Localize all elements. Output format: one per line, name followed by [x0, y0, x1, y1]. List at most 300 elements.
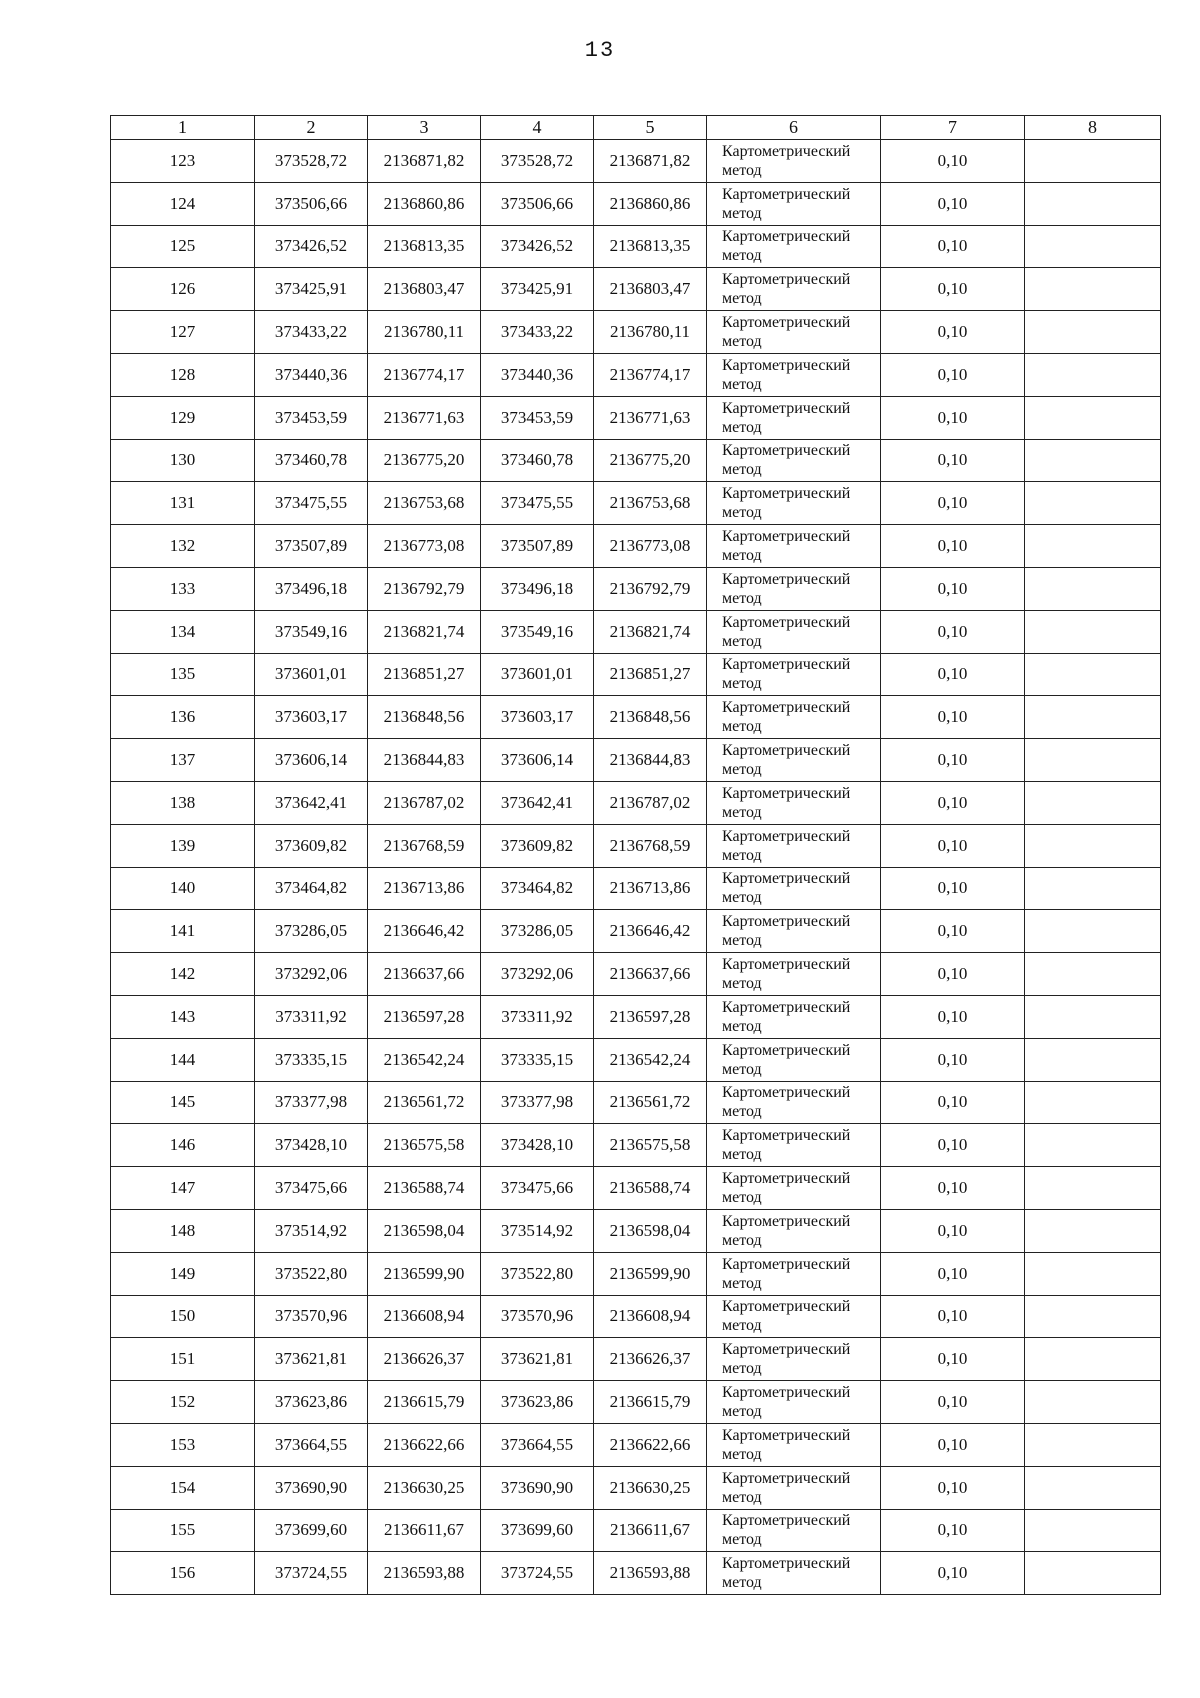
y-coordinate-cell: 2136597,28 [594, 995, 707, 1038]
accuracy-cell: 0,10 [881, 1552, 1025, 1595]
table-row [111, 1509, 1161, 1552]
x-coordinate-cell: 373514,92 [481, 1209, 594, 1252]
method-label-line1: Картометрический [722, 613, 851, 631]
method-label-line2: метод [722, 761, 762, 779]
method-label-line2: метод [722, 290, 762, 308]
x-coordinate-cell: 373507,89 [255, 525, 368, 568]
y-coordinate-cell: 2136803,47 [368, 268, 481, 311]
x-coordinate-cell: 373475,55 [481, 482, 594, 525]
x-coordinate-cell: 373609,82 [481, 824, 594, 867]
point-number-cell: 144 [111, 1038, 255, 1081]
method-label-line2: метод [722, 547, 762, 565]
note-cell [1025, 1423, 1161, 1466]
y-coordinate-cell: 2136597,28 [368, 995, 481, 1038]
method-label-line1: Картометрический [722, 1170, 851, 1188]
x-coordinate-cell: 373475,55 [255, 482, 368, 525]
y-coordinate-cell: 2136542,24 [594, 1038, 707, 1081]
accuracy-cell: 0,10 [881, 910, 1025, 953]
table-row [111, 696, 1161, 739]
y-coordinate-cell: 2136713,86 [594, 867, 707, 910]
y-coordinate-cell: 2136753,68 [594, 482, 707, 525]
y-coordinate-cell: 2136713,86 [368, 867, 481, 910]
y-coordinate-cell: 2136774,17 [594, 353, 707, 396]
note-cell [1025, 653, 1161, 696]
table-row [111, 225, 1161, 268]
method-cell [707, 696, 881, 739]
y-coordinate-cell: 2136813,35 [368, 225, 481, 268]
method-label-line2: метод [722, 1445, 762, 1463]
point-number-cell: 126 [111, 268, 255, 311]
x-coordinate-cell: 373433,22 [255, 311, 368, 354]
method-label-line1: Картометрический [722, 827, 851, 845]
table-row [111, 1552, 1161, 1595]
table-row [111, 1466, 1161, 1509]
y-coordinate-cell: 2136575,58 [368, 1124, 481, 1167]
y-coordinate-cell: 2136599,90 [368, 1252, 481, 1295]
x-coordinate-cell: 373292,06 [481, 953, 594, 996]
method-label-line2: метод [722, 803, 762, 821]
note-cell [1025, 1124, 1161, 1167]
accuracy-cell: 0,10 [881, 781, 1025, 824]
x-coordinate-cell: 373292,06 [255, 953, 368, 996]
accuracy-cell: 0,10 [881, 140, 1025, 183]
method-label-line1: Картометрический [722, 142, 851, 160]
x-coordinate-cell: 373496,18 [481, 567, 594, 610]
note-cell [1025, 439, 1161, 482]
accuracy-cell: 0,10 [881, 1466, 1025, 1509]
x-coordinate-cell: 373464,82 [255, 867, 368, 910]
y-coordinate-cell: 2136615,79 [368, 1381, 481, 1424]
table-body [111, 140, 1161, 1595]
point-number-cell: 147 [111, 1167, 255, 1210]
method-label-line2: метод [722, 1060, 762, 1078]
method-cell [707, 653, 881, 696]
x-coordinate-cell: 373621,81 [481, 1338, 594, 1381]
method-cell [707, 439, 881, 482]
y-coordinate-cell: 2136753,68 [368, 482, 481, 525]
table-row [111, 867, 1161, 910]
point-number-cell: 146 [111, 1124, 255, 1167]
table-row [111, 739, 1161, 782]
method-cell [707, 739, 881, 782]
x-coordinate-cell: 373601,01 [255, 653, 368, 696]
y-coordinate-cell: 2136637,66 [368, 953, 481, 996]
y-coordinate-cell: 2136787,02 [594, 781, 707, 824]
x-coordinate-cell: 373311,92 [255, 995, 368, 1038]
table-row [111, 525, 1161, 568]
y-coordinate-cell: 2136598,04 [594, 1209, 707, 1252]
method-label-line1: Картометрический [722, 442, 851, 460]
method-cell [707, 225, 881, 268]
x-coordinate-cell: 373549,16 [481, 610, 594, 653]
x-coordinate-cell: 373664,55 [481, 1423, 594, 1466]
point-number-cell: 137 [111, 739, 255, 782]
x-coordinate-cell: 373570,96 [481, 1295, 594, 1338]
y-coordinate-cell: 2136622,66 [594, 1423, 707, 1466]
method-cell [707, 311, 881, 354]
note-cell [1025, 1038, 1161, 1081]
x-coordinate-cell: 373603,17 [255, 696, 368, 739]
note-cell [1025, 482, 1161, 525]
accuracy-cell: 0,10 [881, 311, 1025, 354]
y-coordinate-cell: 2136821,74 [368, 610, 481, 653]
y-coordinate-cell: 2136646,42 [594, 910, 707, 953]
y-coordinate-cell: 2136626,37 [368, 1338, 481, 1381]
point-number-cell: 134 [111, 610, 255, 653]
point-number-cell: 130 [111, 439, 255, 482]
note-cell [1025, 739, 1161, 782]
y-coordinate-cell: 2136871,82 [594, 140, 707, 183]
point-number-cell: 140 [111, 867, 255, 910]
x-coordinate-cell: 373496,18 [255, 567, 368, 610]
method-label-line2: метод [722, 333, 762, 351]
accuracy-cell: 0,10 [881, 1081, 1025, 1124]
table-row [111, 910, 1161, 953]
note-cell [1025, 567, 1161, 610]
x-coordinate-cell: 373425,91 [481, 268, 594, 311]
y-coordinate-cell: 2136611,67 [368, 1509, 481, 1552]
method-cell [707, 1295, 881, 1338]
point-number-cell: 153 [111, 1423, 255, 1466]
y-coordinate-cell: 2136860,86 [594, 182, 707, 225]
y-coordinate-cell: 2136588,74 [594, 1167, 707, 1210]
coordinates-table [110, 115, 1161, 1595]
accuracy-cell: 0,10 [881, 1423, 1025, 1466]
note-cell [1025, 953, 1161, 996]
method-label-line1: Картометрический [722, 528, 851, 546]
point-number-cell: 149 [111, 1252, 255, 1295]
table-row [111, 268, 1161, 311]
method-cell [707, 1552, 881, 1595]
y-coordinate-cell: 2136575,58 [594, 1124, 707, 1167]
method-cell [707, 482, 881, 525]
table-row [111, 824, 1161, 867]
method-label-line1: Картометрический [722, 1255, 851, 1273]
y-coordinate-cell: 2136542,24 [368, 1038, 481, 1081]
accuracy-cell: 0,10 [881, 482, 1025, 525]
point-number-cell: 154 [111, 1466, 255, 1509]
x-coordinate-cell: 373377,98 [255, 1081, 368, 1124]
point-number-cell: 128 [111, 353, 255, 396]
accuracy-cell: 0,10 [881, 610, 1025, 653]
point-number-cell: 148 [111, 1209, 255, 1252]
method-label-line2: метод [722, 1274, 762, 1292]
accuracy-cell: 0,10 [881, 1381, 1025, 1424]
note-cell [1025, 824, 1161, 867]
x-coordinate-cell: 373601,01 [481, 653, 594, 696]
column-header: 5 [594, 116, 707, 140]
method-label-line1: Картометрический [722, 271, 851, 289]
note-cell [1025, 140, 1161, 183]
point-number-cell: 152 [111, 1381, 255, 1424]
method-label-line1: Картометрический [722, 1041, 851, 1059]
y-coordinate-cell: 2136561,72 [594, 1081, 707, 1124]
x-coordinate-cell: 373433,22 [481, 311, 594, 354]
column-header: 1 [111, 116, 255, 140]
point-number-cell: 127 [111, 311, 255, 354]
y-coordinate-cell: 2136848,56 [594, 696, 707, 739]
method-cell [707, 1167, 881, 1210]
table-row [111, 567, 1161, 610]
accuracy-cell: 0,10 [881, 653, 1025, 696]
page-number: 13 [584, 38, 616, 63]
note-cell [1025, 995, 1161, 1038]
accuracy-cell: 0,10 [881, 867, 1025, 910]
method-label-line2: метод [722, 718, 762, 736]
table-row [111, 140, 1161, 183]
table-row [111, 610, 1161, 653]
y-coordinate-cell: 2136844,83 [594, 739, 707, 782]
note-cell [1025, 1466, 1161, 1509]
method-label-line2: метод [722, 632, 762, 650]
y-coordinate-cell: 2136768,59 [368, 824, 481, 867]
method-label-line1: Картометрический [722, 998, 851, 1016]
x-coordinate-cell: 373377,98 [481, 1081, 594, 1124]
accuracy-cell: 0,10 [881, 225, 1025, 268]
x-coordinate-cell: 373642,41 [255, 781, 368, 824]
table-row [111, 1124, 1161, 1167]
method-label-line1: Картометрический [722, 185, 851, 203]
table-row [111, 953, 1161, 996]
column-header: 2 [255, 116, 368, 140]
point-number-cell: 142 [111, 953, 255, 996]
method-cell [707, 910, 881, 953]
y-coordinate-cell: 2136792,79 [594, 567, 707, 610]
table-row [111, 396, 1161, 439]
y-coordinate-cell: 2136630,25 [368, 1466, 481, 1509]
table-row [111, 1295, 1161, 1338]
table-row [111, 1038, 1161, 1081]
method-label-line2: метод [722, 589, 762, 607]
accuracy-cell: 0,10 [881, 1338, 1025, 1381]
method-label-line2: метод [722, 204, 762, 222]
x-coordinate-cell: 373549,16 [255, 610, 368, 653]
table-header [111, 116, 1161, 140]
accuracy-cell: 0,10 [881, 995, 1025, 1038]
y-coordinate-cell: 2136780,11 [368, 311, 481, 354]
point-number-cell: 139 [111, 824, 255, 867]
note-cell [1025, 182, 1161, 225]
x-coordinate-cell: 373507,89 [481, 525, 594, 568]
y-coordinate-cell: 2136775,20 [368, 439, 481, 482]
x-coordinate-cell: 373623,86 [481, 1381, 594, 1424]
x-coordinate-cell: 373335,15 [481, 1038, 594, 1081]
column-header: 7 [881, 116, 1025, 140]
note-cell [1025, 1338, 1161, 1381]
method-cell [707, 396, 881, 439]
point-number-cell: 124 [111, 182, 255, 225]
method-label-line2: метод [722, 247, 762, 265]
table-row [111, 1338, 1161, 1381]
x-coordinate-cell: 373642,41 [481, 781, 594, 824]
y-coordinate-cell: 2136637,66 [594, 953, 707, 996]
method-label-line1: Картометрический [722, 1426, 851, 1444]
note-cell [1025, 1509, 1161, 1552]
method-label-line1: Картометрический [722, 1469, 851, 1487]
x-coordinate-cell: 373699,60 [481, 1509, 594, 1552]
x-coordinate-cell: 373475,66 [255, 1167, 368, 1210]
point-number-cell: 143 [111, 995, 255, 1038]
y-coordinate-cell: 2136821,74 [594, 610, 707, 653]
accuracy-cell: 0,10 [881, 353, 1025, 396]
table-row [111, 1209, 1161, 1252]
method-cell [707, 1124, 881, 1167]
table-row [111, 1381, 1161, 1424]
x-coordinate-cell: 373623,86 [255, 1381, 368, 1424]
x-coordinate-cell: 373528,72 [481, 140, 594, 183]
x-coordinate-cell: 373603,17 [481, 696, 594, 739]
method-cell [707, 268, 881, 311]
method-cell [707, 995, 881, 1038]
accuracy-cell: 0,10 [881, 1209, 1025, 1252]
method-label-line1: Картометрический [722, 1298, 851, 1316]
method-label-line2: метод [722, 1317, 762, 1335]
method-label-line2: метод [722, 889, 762, 907]
x-coordinate-cell: 373514,92 [255, 1209, 368, 1252]
method-cell [707, 353, 881, 396]
note-cell [1025, 353, 1161, 396]
y-coordinate-cell: 2136803,47 [594, 268, 707, 311]
point-number-cell: 129 [111, 396, 255, 439]
x-coordinate-cell: 373426,52 [481, 225, 594, 268]
table-row [111, 482, 1161, 525]
x-coordinate-cell: 373460,78 [481, 439, 594, 482]
x-coordinate-cell: 373621,81 [255, 1338, 368, 1381]
x-coordinate-cell: 373609,82 [255, 824, 368, 867]
method-cell [707, 1338, 881, 1381]
method-cell [707, 567, 881, 610]
point-number-cell: 132 [111, 525, 255, 568]
table-row [111, 1252, 1161, 1295]
x-coordinate-cell: 373522,80 [255, 1252, 368, 1295]
y-coordinate-cell: 2136792,79 [368, 567, 481, 610]
method-label-line1: Картометрический [722, 314, 851, 332]
x-coordinate-cell: 373311,92 [481, 995, 594, 1038]
note-cell [1025, 1381, 1161, 1424]
note-cell [1025, 1252, 1161, 1295]
x-coordinate-cell: 373724,55 [255, 1552, 368, 1595]
accuracy-cell: 0,10 [881, 739, 1025, 782]
x-coordinate-cell: 373528,72 [255, 140, 368, 183]
y-coordinate-cell: 2136615,79 [594, 1381, 707, 1424]
method-label-line2: метод [722, 846, 762, 864]
x-coordinate-cell: 373522,80 [481, 1252, 594, 1295]
point-number-cell: 136 [111, 696, 255, 739]
note-cell [1025, 525, 1161, 568]
method-label-line2: метод [722, 1360, 762, 1378]
method-label-line1: Картометрический [722, 356, 851, 374]
y-coordinate-cell: 2136626,37 [594, 1338, 707, 1381]
method-cell [707, 1423, 881, 1466]
y-coordinate-cell: 2136775,20 [594, 439, 707, 482]
method-cell [707, 610, 881, 653]
y-coordinate-cell: 2136608,94 [594, 1295, 707, 1338]
note-cell [1025, 1295, 1161, 1338]
x-coordinate-cell: 373426,52 [255, 225, 368, 268]
method-cell [707, 182, 881, 225]
y-coordinate-cell: 2136588,74 [368, 1167, 481, 1210]
y-coordinate-cell: 2136844,83 [368, 739, 481, 782]
point-number-cell: 125 [111, 225, 255, 268]
method-label-line1: Картометрический [722, 870, 851, 888]
accuracy-cell: 0,10 [881, 953, 1025, 996]
method-cell [707, 953, 881, 996]
y-coordinate-cell: 2136871,82 [368, 140, 481, 183]
column-header: 4 [481, 116, 594, 140]
method-label-line1: Картометрический [722, 399, 851, 417]
accuracy-cell: 0,10 [881, 525, 1025, 568]
method-cell [707, 867, 881, 910]
note-cell [1025, 610, 1161, 653]
method-label-line2: метод [722, 1146, 762, 1164]
x-coordinate-cell: 373453,59 [255, 396, 368, 439]
accuracy-cell: 0,10 [881, 567, 1025, 610]
y-coordinate-cell: 2136608,94 [368, 1295, 481, 1338]
method-label-line1: Картометрический [722, 656, 851, 674]
table-row [111, 1167, 1161, 1210]
note-cell [1025, 781, 1161, 824]
point-number-cell: 145 [111, 1081, 255, 1124]
method-label-line2: метод [722, 504, 762, 522]
method-label-line1: Картометрический [722, 913, 851, 931]
x-coordinate-cell: 373570,96 [255, 1295, 368, 1338]
y-coordinate-cell: 2136773,08 [594, 525, 707, 568]
method-cell [707, 1209, 881, 1252]
method-label-line2: метод [722, 375, 762, 393]
method-label-line2: метод [722, 1017, 762, 1035]
y-coordinate-cell: 2136561,72 [368, 1081, 481, 1124]
y-coordinate-cell: 2136851,27 [594, 653, 707, 696]
method-label-line1: Картометрический [722, 742, 851, 760]
x-coordinate-cell: 373690,90 [481, 1466, 594, 1509]
x-coordinate-cell: 373453,59 [481, 396, 594, 439]
note-cell [1025, 225, 1161, 268]
accuracy-cell: 0,10 [881, 439, 1025, 482]
method-cell [707, 1509, 881, 1552]
note-cell [1025, 696, 1161, 739]
x-coordinate-cell: 373286,05 [255, 910, 368, 953]
table-row [111, 653, 1161, 696]
table-row [111, 182, 1161, 225]
accuracy-cell: 0,10 [881, 1167, 1025, 1210]
method-label-line2: метод [722, 1403, 762, 1420]
accuracy-cell: 0,10 [881, 696, 1025, 739]
note-cell [1025, 311, 1161, 354]
x-coordinate-cell: 373464,82 [481, 867, 594, 910]
method-label-line2: метод [722, 1488, 762, 1506]
x-coordinate-cell: 373428,10 [255, 1124, 368, 1167]
method-label-line1: Картометрический [722, 485, 851, 503]
y-coordinate-cell: 2136773,08 [368, 525, 481, 568]
x-coordinate-cell: 373506,66 [481, 182, 594, 225]
accuracy-cell: 0,10 [881, 824, 1025, 867]
x-coordinate-cell: 373690,90 [255, 1466, 368, 1509]
method-label-line2: метод [722, 1231, 762, 1249]
method-label-line2: метод [722, 932, 762, 950]
y-coordinate-cell: 2136646,42 [368, 910, 481, 953]
x-coordinate-cell: 373606,14 [255, 739, 368, 782]
column-header: 3 [368, 116, 481, 140]
x-coordinate-cell: 373506,66 [255, 182, 368, 225]
accuracy-cell: 0,10 [881, 396, 1025, 439]
method-label-line1: Картометрический [722, 1127, 851, 1145]
method-label-line1: Картометрический [722, 1084, 851, 1102]
point-number-cell: 133 [111, 567, 255, 610]
y-coordinate-cell: 2136598,04 [368, 1209, 481, 1252]
method-label-line1: Картометрический [722, 570, 851, 588]
point-number-cell: 131 [111, 482, 255, 525]
table-row [111, 1423, 1161, 1466]
